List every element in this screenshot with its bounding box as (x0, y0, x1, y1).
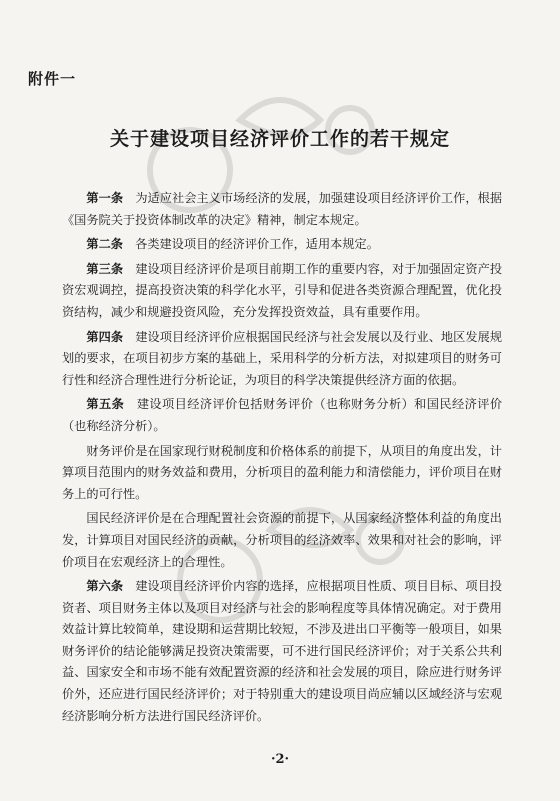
paragraph-economic-evaluation (62, 508, 502, 573)
article-text: 建设项目经济评价应根据国民经济与社会发展以及行业、地区发展规划的要求，在项目初步方案的基础上，采用科学的分析方法，对拟建项目的财务可行性和经济合理性进行分析论证，为项目的科学决策提供经济方面的依据。 (62, 329, 503, 387)
attachment-label: 附件一 (28, 70, 77, 88)
article-label: 第一条 (86, 191, 124, 205)
article-2 (62, 234, 502, 256)
article-3 (62, 259, 502, 324)
paragraph-financial-evaluation (62, 441, 502, 506)
article-1 (62, 188, 502, 231)
article-4 (62, 327, 502, 392)
article-label: 第五条 (86, 397, 125, 412)
article-label: 第六条 (86, 579, 124, 594)
article-6 (62, 576, 502, 727)
article-text: 建设项目经济评价包括财务评价（也称财务分析）和国民经济评价（也称经济分析）。 (62, 397, 503, 433)
paragraph-text: 财务评价是在国家现行财税制度和价格体系的前提下，从项目的角度出发，计算项目范围内的财务效益和费用，分析项目的盈利能力和清偿能力，评价项目在财务上的可行性。 (62, 443, 502, 501)
article-text: 为适应社会主义市场经济的发展，加强建设项目经济评价工作，根据《国务院关于投资体制改革的决定》精神，制定本规定。 (62, 191, 503, 227)
document-body (62, 188, 502, 730)
article-label: 第二条 (86, 237, 123, 252)
article-5 (62, 394, 502, 437)
article-label: 第三条 (86, 261, 124, 276)
article-text: 建设项目经济评价是项目前期工作的重要内容，对于加强固定资产投资宏观调控，提高投资决策的科学化水平，引导和促进各类资源合理配置，优化投资结构，减少和规避投资风险，充分发挥投资效益，具有重要作用。 (62, 261, 503, 319)
page-number: ·2· (270, 752, 290, 767)
article-text: 建设项目经济评价内容的选择，应根据项目性质、项目目标、项目投资者、项目财务主体以及项目对经济与社会的影响程度等具体情况确定。对于费用效益计算比较简单，建设期和运营期比较短，不涉及进出口平衡等一般项目，如果财务评价的结论能够满足投资决策需要，可不进行国民经济评价；对于关系公共利益、国家安全和市场不能有效配置资源的经济和社会发展的项目，除应进行财务评价外，还应进行国民经济评价；对于特别重大的建设项目尚应辅以区域经济与宏观经济影响分析方法进行国民经济评价。 (62, 579, 503, 723)
document-title: 关于建设项目经济评价工作的若干规定 (109, 128, 450, 150)
article-label: 第四条 (86, 329, 124, 344)
article-text: 各类建设项目的经济评价工作，适用本规定。 (135, 237, 379, 252)
paragraph-text: 国民经济评价是在合理配置社会资源的前提下，从国家经济整体利益的角度出发，计算项目对国民经济的贡献，分析项目的经济效率、效果和对社会的影响，评价项目在宏观经济上的合理性。 (62, 511, 502, 569)
